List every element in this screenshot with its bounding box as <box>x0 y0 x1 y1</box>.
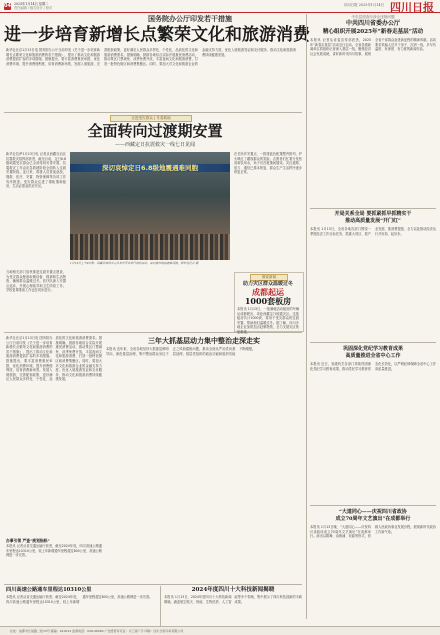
column-rule-right <box>306 14 307 619</box>
center-box-tag: 图说新闻 <box>250 274 288 281</box>
bottom-right-headline: 2024年度四川十大科技新闻揭晓 <box>191 587 275 593</box>
right-headline-e: “大道同心——庆祝四川省政协 <box>339 509 407 515</box>
right-headline-e2: 成立70周年文艺演出”在成都举行 <box>335 516 411 522</box>
right-kicker: 中央层面查办涉企违规问题 <box>351 15 395 19</box>
center-box-headline-3: 1000套板房 <box>244 296 292 306</box>
right-body-a: 本报讯 记者从省委宣传部获悉，2025年“新春走基层”活动近日启动。全省各级新闻单位将组织记者深入基层一线，聚焦经济社会发展成就，讲好新时代四川故事，展现全省干部群众奋进新征程的精神风貌。活动要求采编人员扑下身子、沉到一线，多写有温度、有深度、有力度的新闻作品。 <box>310 38 436 56</box>
bottom-column-rule <box>160 586 161 626</box>
right-headline-c: 开局关系全局 要抓紧抓早抓精实干 <box>334 211 412 217</box>
lower-left-subheading: 办事引领 严查“规划指标” <box>6 538 50 543</box>
right-body-d: 本报讯 近日，省级机关各部门持续巩固深化党纪学习教育成果，推动党纪学习教育常态化长效化，以严明纪律保障全省中心工作高质量推进。 <box>310 362 436 371</box>
date-line: 2025年1月14日 星期二 <box>14 2 49 6</box>
right-headline-a: 中共四川省委办公厅 <box>345 20 400 27</box>
right-headline-c2: 推动高质量发展“开门红” <box>345 218 401 224</box>
bottom-left-body: 本报讯 记者从省交通运输厅获悉，截至2024年底，四川高速公路通车里程达10310公里，较上年新增通车里程超过800公里，高速公路网进一步完善。 <box>6 595 153 604</box>
edition-info: 责任编辑 / 版式设计 / 校对 <box>14 6 53 10</box>
feature-section-tag: 走进受灾群众 | 冬春救助 <box>110 115 192 122</box>
right-divider-3 <box>310 505 436 506</box>
feature-body-mid: 当地相关部门加快推进过渡安置点建设，为受灾群众配备取暖设备、棉被和生活物资，确保群众温暖过冬。医疗队深入安置点巡诊，开展心理疏导和卫生防疫工作。学校复课准备工作也在同步进行。 <box>6 270 66 293</box>
lead-kicker: 国务院办公厅印发若干措施 <box>148 14 232 23</box>
lead-divider <box>4 112 302 113</box>
earthquake-memorial-photo <box>70 152 230 260</box>
right-divider-1 <box>310 208 436 209</box>
lower-left-body: 新华社北京1月13日电 国务院办公厅日前印发《关于进一步培育新增长点繁荣文化和旅游消费的若干措施》，提出了推动文化和旅游消费提质扩容的多项措施。措施提出，要丰富消费惠民举措，优化消费环境，提升消费便利度，培育消费新场景，发展入境旅游，完善配套政策，更好满足人民群众多样化、个性化、品质化的文化和旅游消费需求。措施明确，鼓励各地结合实际开展惠民消费活动，推动景区门票减免、淡季免费开放，丰富夜间文化和旅游消费，打造一批特色街区和消费集聚区。同时，要加大对文化和旅游企业的金融支持力度，优化入境旅游签证和支付服务，推动文化和旅游消费持续健康发展。 <box>6 336 102 382</box>
right-divider-2 <box>310 342 436 343</box>
page-number-badge: 04 <box>4 3 11 9</box>
photo-caption: 1月13日上午9时整，西藏日喀则市定日县长所乡举行哀悼活动，深切哀悼地震遇难同胞。新华社记者 摄 <box>70 261 199 265</box>
feature-body-right-a: 在长所乡安置点，一排排蓝色帐篷整齐排列，炉火映红了藏族群众的笑脸。志愿者们忙着分发热食和饮用水，孩子们在帐篷间嬉戏。灾区道路、电力、通信已基本恢复，群众生产生活秩序逐步恢复正常。 <box>234 152 302 175</box>
feature-headline: 全面转向过渡期安置 <box>87 122 223 140</box>
feature-subhead: ——西藏定日抗震救灾一线七日见闻 <box>114 142 195 148</box>
bottom-mid-headline: 三年大抓基层动力集中整治走深走实 <box>148 336 260 345</box>
page-footer: 社址：成都市红星路二段70号 邮编：610012 监督电话：028-96060 广告经营许可证：川工商广字 印刷：四川日报印务有限公司 <box>0 626 440 635</box>
right-headline-d: 巩固深化党纪学习教育成果 <box>342 346 403 352</box>
lead-body: 新华社北京1月13日电 国务院办公厅日前印发《关于进一步培育新增长点繁荣文化和旅游消费的若干措施》，提出了推动文化和旅游消费提质扩容的多项措施。措施提出，要丰富消费惠民举措，优化消费环境，提升消费便利度，培育消费新场景，发展入境旅游，完善配套政策，更好满足人民群众多样化、个性化、品质化的文化和旅游消费需求。措施明确，鼓励各地结合实际开展惠民消费活动，推动景区门票减免、淡季免费开放，丰富夜间文化和旅游消费，打造一批特色街区和消费集聚区。同时，要加大对文化和旅游企业的金融支持力度，优化入境旅游签证和支付服务，推动文化和旅游消费持续健康发展。 <box>6 48 296 66</box>
photo-crowd <box>70 234 230 260</box>
masthead-rule <box>0 12 440 13</box>
bottom-mid-body: 本报讯 近年来，全省各地坚持大抓基层鲜明导向，深化基层治理，集中整治群众身边不正之风和腐败问题，推动全面从严治党向基层延伸，基层党组织的政治功能和组织功能不断增强。 <box>106 347 256 356</box>
center-box-body: 本报讯 1月13日，一批满载活动板房的车辆从成都驶出，奔赴西藏定日地震灾区。这批板房共计1000套，将用于受灾群众的过渡安置，帮助他们温暖过冬。据了解，四川多地企业加班加点赶制物资，全力支援灾区恢复重建。 <box>237 307 299 334</box>
feature-body-left: 新华社拉萨1月13日电 记者从西藏自治区抗震救灾指挥部获悉，截至目前，定日6.8级地震受灾群众已全部得到妥善安置，抗震救灾工作由应急救援阶段全面转入过渡安置阶段。连日来，救援人员昼夜奋战，搜救、医疗、安置、物资保障等各项工作有序推进。受灾群众住进了棉帐篷和板房，生活必需品供应充足。 <box>6 152 66 189</box>
right-headline-d2: 高质量推进全省中心工作 <box>345 353 401 359</box>
right-headline-b: 精心组织开展2025年“新春走基层”活动 <box>322 29 424 35</box>
right-body-e: 本报讯 1月13日晚，“大道同心——庆祝四川省政协成立70周年文艺演出”在成都举行。演出以歌舞、诗朗诵、戏曲等形式，回顾人民政协事业发展历程，展现新时代政协工作新气象。 <box>310 525 436 539</box>
feature-divider <box>4 332 302 333</box>
photo-banner-text: 深切哀悼定日6.8级地震遇难同胞 <box>70 164 230 172</box>
center-box-headline-2: 成都起运 <box>252 287 284 297</box>
masthead-meta-right: 四川日报 2025年1月14日 <box>344 3 384 7</box>
lower-left-body-2: 本报讯 记者从省交通运输厅获悉，截至2024年底，四川高速公路通车里程达10310公里，较上年新增通车里程超过800公里，高速公路网进一步完善。 <box>6 544 102 558</box>
bottom-left-headline: 四川高速公路通车里程达10310公里 <box>6 587 92 593</box>
bottom-divider <box>4 584 302 585</box>
paper-name-logo: 四川日报 <box>390 1 434 14</box>
lead-headline: 进一步培育新增长点繁荣文化和旅游消费 <box>4 25 310 45</box>
bottom-right-body: 本报讯 1月13日，2024年度四川十大科技新闻揭晓。涵盖航空航天、核能、生物医药、人工智能等多个领域，集中展示了四川科技创新的丰硕成果。 <box>164 595 302 604</box>
center-box-headline: 助力灾区群众温暖过冬 <box>242 281 293 287</box>
right-body-c: 本报讯 1月13日，全省各地各部门围绕一季度经济工作目标任务，抓重大项目、抓产业发展、抓消费提振，全力以赴推动经济运行开好局、起好步。 <box>310 227 436 236</box>
